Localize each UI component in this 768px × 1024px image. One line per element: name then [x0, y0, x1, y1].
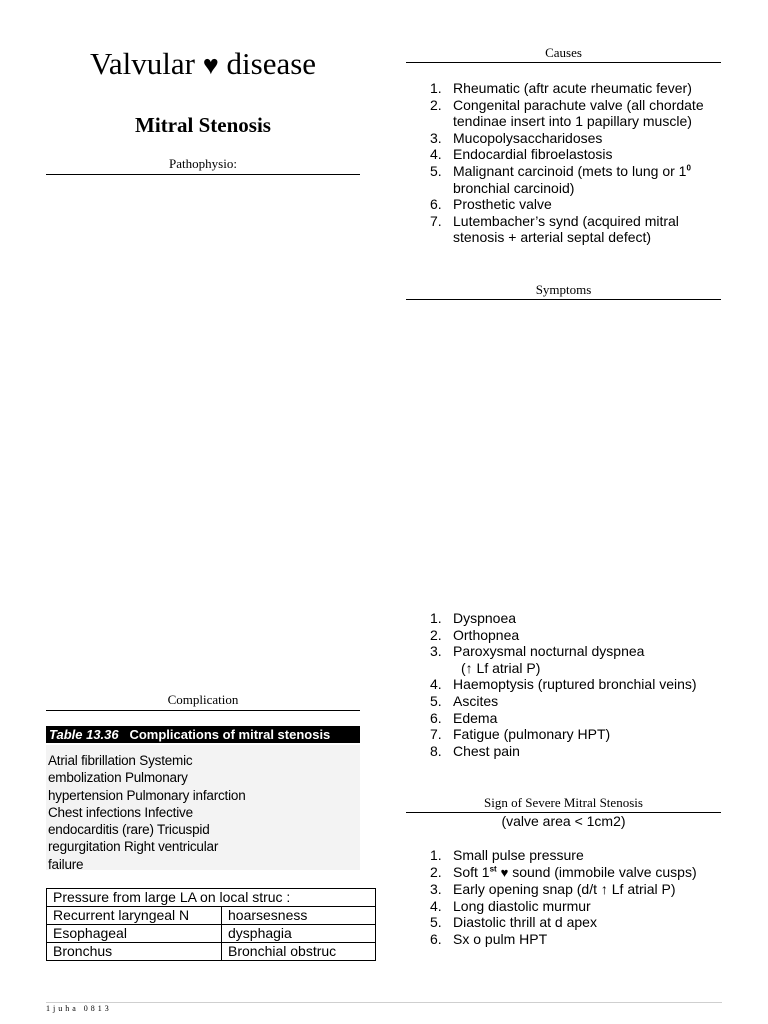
complications-table-banner [46, 726, 360, 743]
causes-rule [406, 62, 721, 63]
table-row [47, 943, 376, 961]
footer-rule [46, 1002, 722, 1003]
title-part2: disease [226, 46, 317, 81]
symptoms-rule [406, 299, 721, 300]
list-item: 5. Ascites [430, 692, 499, 709]
table-title: Complications of mitral stenosis [129, 727, 331, 742]
title-part1: Valvular [89, 46, 195, 81]
list-item: 5. Malignant carcinoid (mets to lung or $1^0$ bronchial carcinoid) [430, 162, 691, 196]
pathophysio-heading: Pathophysio: [169, 156, 237, 171]
pressure-table [46, 888, 376, 961]
pressure-table-header-row [47, 889, 376, 907]
heart-icon: ♥ [500, 864, 509, 880]
heart-icon: ♥ [202, 50, 219, 80]
severe-subheading: (valve area < 1cm2) [501, 813, 626, 829]
table-row [47, 907, 376, 925]
list-item: 4. Long diastolic murmur [430, 897, 591, 914]
table-number: Table 13.36 [49, 727, 119, 742]
page-title [46, 44, 360, 85]
table-cell: Esophageal [47, 925, 222, 943]
list-item: 2. Orthopnea [430, 626, 520, 643]
page-footer: 1juha 0813 [46, 1004, 112, 1013]
severe-signs-list [406, 847, 724, 948]
complication-rule [46, 710, 360, 711]
list-item: 4. Haemoptysis (ruptured bronchial veins) [430, 676, 697, 693]
list-item: 3. Early opening snap (d/t ↑ Lf atrial P) [430, 881, 676, 898]
list-item: 7. Fatigue (pulmonary HPT) [430, 726, 611, 743]
list-item: 2. Congenital parachute valve (all chordate tendinae insert into 1 papillary muscle) [430, 96, 704, 130]
complication-heading: Complication [167, 692, 239, 707]
list-item: 5. Diastolic thrill at d apex [430, 914, 597, 931]
list-item: 1. Rheumatic (aftr acute rheumatic fever) [430, 80, 692, 96]
symptoms-list [406, 610, 724, 759]
list-item: 6. Prosthetic valve [430, 196, 552, 213]
table-cell: hoarsesness [222, 907, 376, 925]
list-item: 1. Small pulse pressure [430, 847, 584, 863]
pressure-table-header: Pressure from large LA on local struc : [47, 889, 376, 907]
causes-heading: Causes [545, 45, 582, 60]
table-row [47, 925, 376, 943]
list-item: 6. Sx o pulm HPT [430, 930, 548, 947]
complications-table-text: Atrial fibrillation Systemic embolization Pulmonary hypertension Pulmonary infarction Chest infections Infective endocarditis (rare) Tricuspid regurgitation Right ventricular failure [48, 753, 246, 872]
symptoms-heading: Symptoms [535, 282, 592, 297]
causes-list [406, 80, 724, 246]
list-item: 6. Edema [430, 709, 498, 726]
table-cell: Recurrent laryngeal N [47, 907, 222, 925]
table-cell: Bronchus [47, 943, 222, 961]
list-item: 7. Lutembacher’s synd (acquired mitral stenosis + arterial septal defect) [430, 212, 679, 246]
list-item: 2. Soft 1st ♥ sound (immobile valve cusps) [430, 863, 697, 880]
severe-heading: Sign of Severe Mitral Stenosis [484, 795, 643, 810]
list-item: 3. Paroxysmal nocturnal dyspnea (↑ Lf atrial P) [430, 643, 645, 676]
list-item: 8. Chest pain [430, 742, 520, 759]
list-item: 4. Endocardial fibroelastosis [430, 146, 613, 163]
list-item: 3. Mucopolysaccharidoses [430, 129, 603, 146]
section-title-mitral-stenosis: Mitral Stenosis [135, 113, 271, 137]
pathophysio-rule [46, 174, 360, 175]
table-cell: dysphagia [222, 925, 376, 943]
table-cell: Bronchial obstruc [222, 943, 376, 961]
list-item: 1. Dyspnoea [430, 610, 517, 626]
